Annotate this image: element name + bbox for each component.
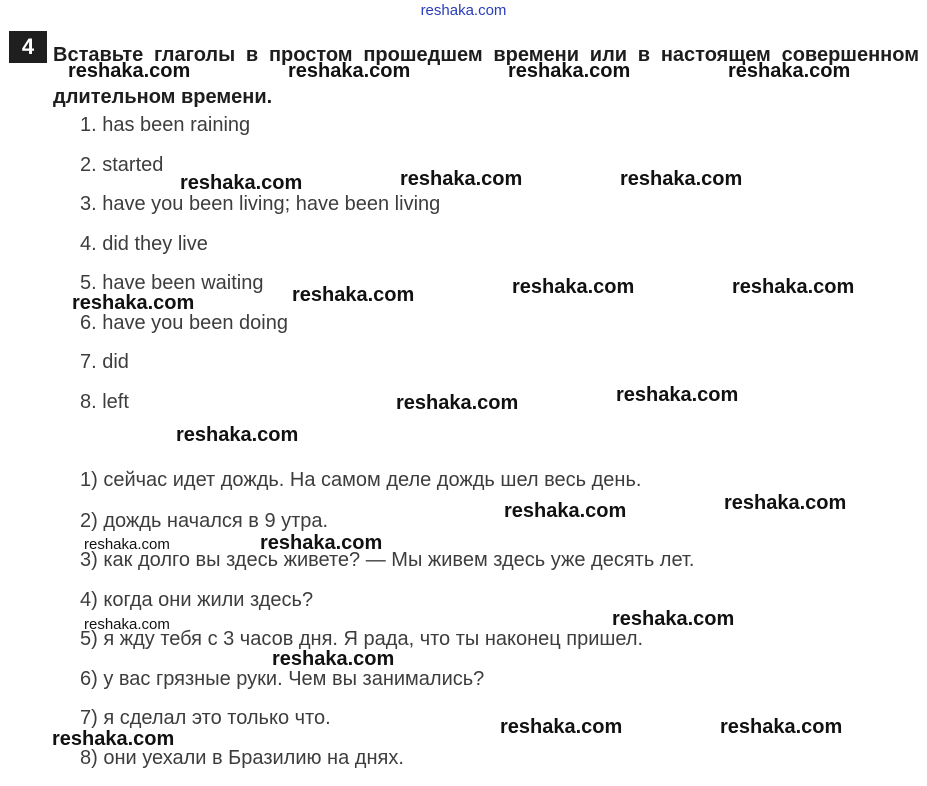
- watermark: reshaka.com: [500, 716, 623, 738]
- site-header[interactable]: reshaka.com: [420, 2, 507, 19]
- answer-line: 2. started: [80, 154, 164, 176]
- watermark: reshaka.com: [728, 60, 851, 82]
- answer-line: 8. left: [80, 391, 129, 413]
- watermark: reshaka.com: [720, 716, 843, 738]
- translation-line: 6) у вас грязные руки. Чем вы занимались?: [80, 668, 485, 690]
- translation-line: 4) когда они жили здесь?: [80, 589, 314, 611]
- translation-line: 2) дождь начался в 9 утра.: [80, 510, 329, 532]
- task-instruction: Вставьте глаголы в простом прошедшем времени или в настоящем совершенном длительном времени.: [53, 44, 919, 108]
- watermark: reshaka.com: [72, 292, 195, 314]
- watermark: reshaka.com: [180, 172, 303, 194]
- translation-line: 8) они уехали в Бразилию на днях.: [80, 747, 404, 769]
- watermark: reshaka.com: [52, 728, 175, 750]
- watermark: reshaka.com: [616, 384, 739, 406]
- answer-line: 7. did: [80, 351, 129, 373]
- translation-line: 7) я сделал это только что.: [80, 707, 331, 729]
- watermark: reshaka.com: [732, 276, 855, 298]
- watermark: reshaka.com: [396, 392, 519, 414]
- answer-line: 3. have you been living; have been living: [80, 193, 441, 215]
- watermark: reshaka.com: [504, 500, 627, 522]
- watermark: reshaka.com: [84, 536, 170, 553]
- answer-line: 6. have you been doing: [80, 312, 288, 334]
- watermark: reshaka.com: [292, 284, 415, 306]
- translation-line: 5) я жду тебя с 3 часов дня. Я рада, что ты наконец пришел.: [80, 628, 644, 650]
- answer-line: 5. have been waiting: [80, 272, 264, 294]
- translation-line: 1) сейчас идет дождь. На самом деле дождь шел весь день.: [80, 469, 642, 491]
- watermark: reshaka.com: [612, 608, 735, 630]
- watermark: reshaka.com: [68, 60, 191, 82]
- answer-line: 1. has been raining: [80, 114, 251, 136]
- answer-line: 4. did they live: [80, 233, 208, 255]
- watermark: reshaka.com: [272, 648, 395, 670]
- task-number-badge: 4: [9, 31, 47, 63]
- watermark: reshaka.com: [512, 276, 635, 298]
- watermark: reshaka.com: [176, 424, 299, 446]
- watermark: reshaka.com: [260, 532, 383, 554]
- watermark: reshaka.com: [288, 60, 411, 82]
- watermark: reshaka.com: [724, 492, 847, 514]
- watermark: reshaka.com: [84, 616, 170, 633]
- watermark: reshaka.com: [508, 60, 631, 82]
- watermark: reshaka.com: [620, 168, 743, 190]
- watermark: reshaka.com: [400, 168, 523, 190]
- translation-line: 3) как долго вы здесь живете? — Мы живем здесь уже десять лет.: [80, 549, 695, 571]
